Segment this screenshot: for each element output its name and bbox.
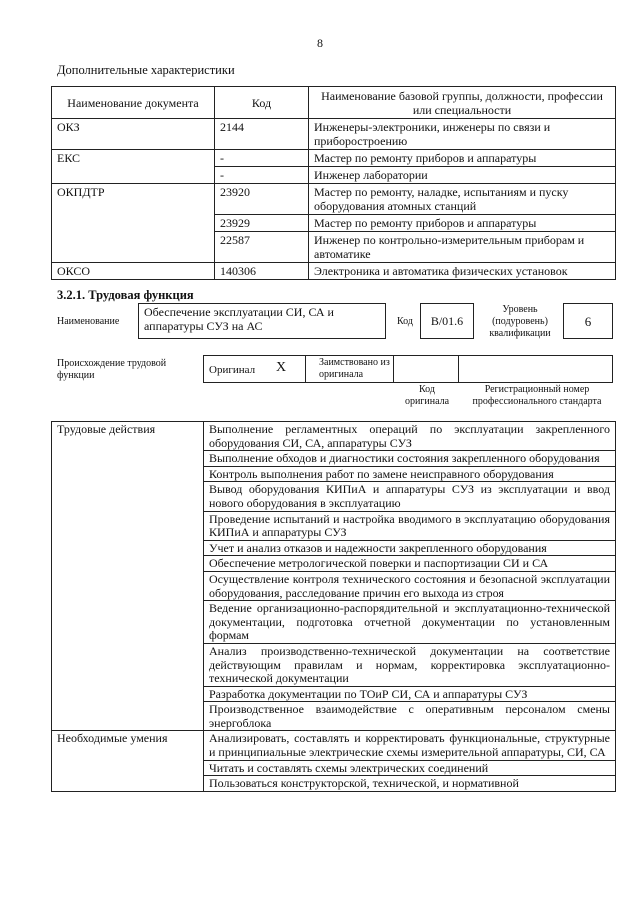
code-label: Код <box>397 316 413 327</box>
additional-characteristics-table <box>51 86 616 280</box>
code-cell: 140306 <box>215 263 309 280</box>
doc-cell: ОКПДТР <box>52 184 215 215</box>
labor-actions-item: Выполнение обходов и диагностики состояния закрепленного оборудования <box>204 451 616 467</box>
table-row <box>52 422 616 451</box>
header-name: Наименование базовой группы, должности, профессии или специальности <box>309 87 616 119</box>
origin-divider-2 <box>393 355 394 383</box>
code-cell: 2144 <box>215 119 309 150</box>
table-row <box>52 119 616 150</box>
function-name-value: Обеспечение эксплуатации СИ, СА и аппаратуры СУЗ на АС <box>138 303 386 339</box>
skills-item: Анализировать, составлять и корректировать функциональные, структурные и принципиальные электрические схемы измерительной аппаратуры, СИ, СА <box>204 731 616 760</box>
origin-box <box>203 355 613 383</box>
header-doc: Наименование документа <box>52 87 215 119</box>
labor-actions-item: Производственное взаимодействие с оперативным персоналом смены энергоблока <box>204 702 616 731</box>
skills-item: Читать и составлять схемы электрических соединений <box>204 760 616 776</box>
level-label: Уровень (подуровень) квалификации <box>489 304 551 339</box>
labor-actions-item: Осуществление контроля технического состояния и безопасной эксплуатации оборудования, расследование причин его выхода из строя <box>204 571 616 600</box>
labor-actions-item: Разработка документации по ТОиР СИ, СА и аппаратуры СУЗ <box>204 686 616 702</box>
doc-cell <box>52 167 215 184</box>
borrowed-label: Заимствовано из оригинала <box>319 357 390 380</box>
code-cell: - <box>215 150 309 167</box>
name-cell: Мастер по ремонту приборов и аппаратуры <box>309 150 616 167</box>
original-code-label: Код оригинала <box>404 384 450 407</box>
table-row <box>52 184 616 215</box>
table-row <box>52 150 616 167</box>
header-code: Код <box>215 87 309 119</box>
name-cell: Мастер по ремонту, наладке, испытаниям и пуску оборудования атомных станций <box>309 184 616 215</box>
level-value: 6 <box>563 303 613 339</box>
function-details-table <box>51 421 616 792</box>
labor-actions-item: Вывод оборудования КИПиА и аппаратуры СУЗ из эксплуатации и ввод нового оборудования в эксплуатацию <box>204 482 616 511</box>
labor-actions-item: Обеспечение метрологической поверки и паспортизации СИ и СА <box>204 556 616 572</box>
labor-actions-item: Выполнение регламентных операций по эксплуатации закрепленного оборудования СИ, СА, аппаратуры СУЗ <box>204 422 616 451</box>
code-cell: - <box>215 167 309 184</box>
name-cell: Инженер лаборатории <box>309 167 616 184</box>
labor-actions-item: Анализ производственно-технической документации на соответствие действующим правилам и нормам, корректировка эксплуатационно-технической документации <box>204 643 616 686</box>
code-cell: 22587 <box>215 232 309 263</box>
additional-title: Дополнительные характеристики <box>57 63 235 77</box>
skills-label: Необходимые умения <box>52 731 204 791</box>
table-row <box>52 167 616 184</box>
name-cell: Инженеры-электроники, инженеры по связи и приборостроению <box>309 119 616 150</box>
table-row <box>52 232 616 263</box>
name-cell: Инженер по контрольно-измерительным приборам и автоматике <box>309 232 616 263</box>
doc-cell: ОКЗ <box>52 119 215 150</box>
name-cell: Электроника и автоматика физических установок <box>309 263 616 280</box>
doc-cell: ЕКС <box>52 150 215 167</box>
labor-actions-item: Контроль выполнения работ по замене неисправного оборудования <box>204 466 616 482</box>
origin-divider-1 <box>305 355 306 383</box>
labor-actions-item: Проведение испытаний и настройка вводимого в эксплуатацию оборудования КИПиА и аппаратуры СУЗ <box>204 511 616 540</box>
skills-item: Пользоваться конструкторской, технической, и нормативной <box>204 776 616 792</box>
doc-cell <box>52 215 215 232</box>
origin-divider-3 <box>458 355 459 383</box>
table-row <box>52 263 616 280</box>
code-cell: 23920 <box>215 184 309 215</box>
name-cell: Мастер по ремонту приборов и аппаратуры <box>309 215 616 232</box>
origin-label: Происхождение трудовой функции <box>57 358 167 381</box>
function-heading: 3.2.1. Трудовая функция <box>57 288 194 302</box>
table-row <box>52 731 616 760</box>
labor-actions-label: Трудовые действия <box>52 422 204 731</box>
original-mark: X <box>276 360 287 375</box>
table-row <box>52 215 616 232</box>
name-label: Наименование <box>57 316 120 327</box>
registration-number-label: Регистрационный номер профессионального стандарта <box>472 384 602 407</box>
page-number: 8 <box>317 36 323 50</box>
doc-cell: ОКСО <box>52 263 215 280</box>
labor-actions-item: Учет и анализ отказов и надежности закрепленного оборудования <box>204 540 616 556</box>
code-value: B/01.6 <box>420 303 474 339</box>
original-label: Оригинал <box>209 364 256 376</box>
doc-cell <box>52 232 215 263</box>
labor-actions-item: Ведение организационно-распорядительной и эксплуатационно-технической документации, подготовка отчетной документации по установленным формам <box>204 601 616 644</box>
code-cell: 23929 <box>215 215 309 232</box>
